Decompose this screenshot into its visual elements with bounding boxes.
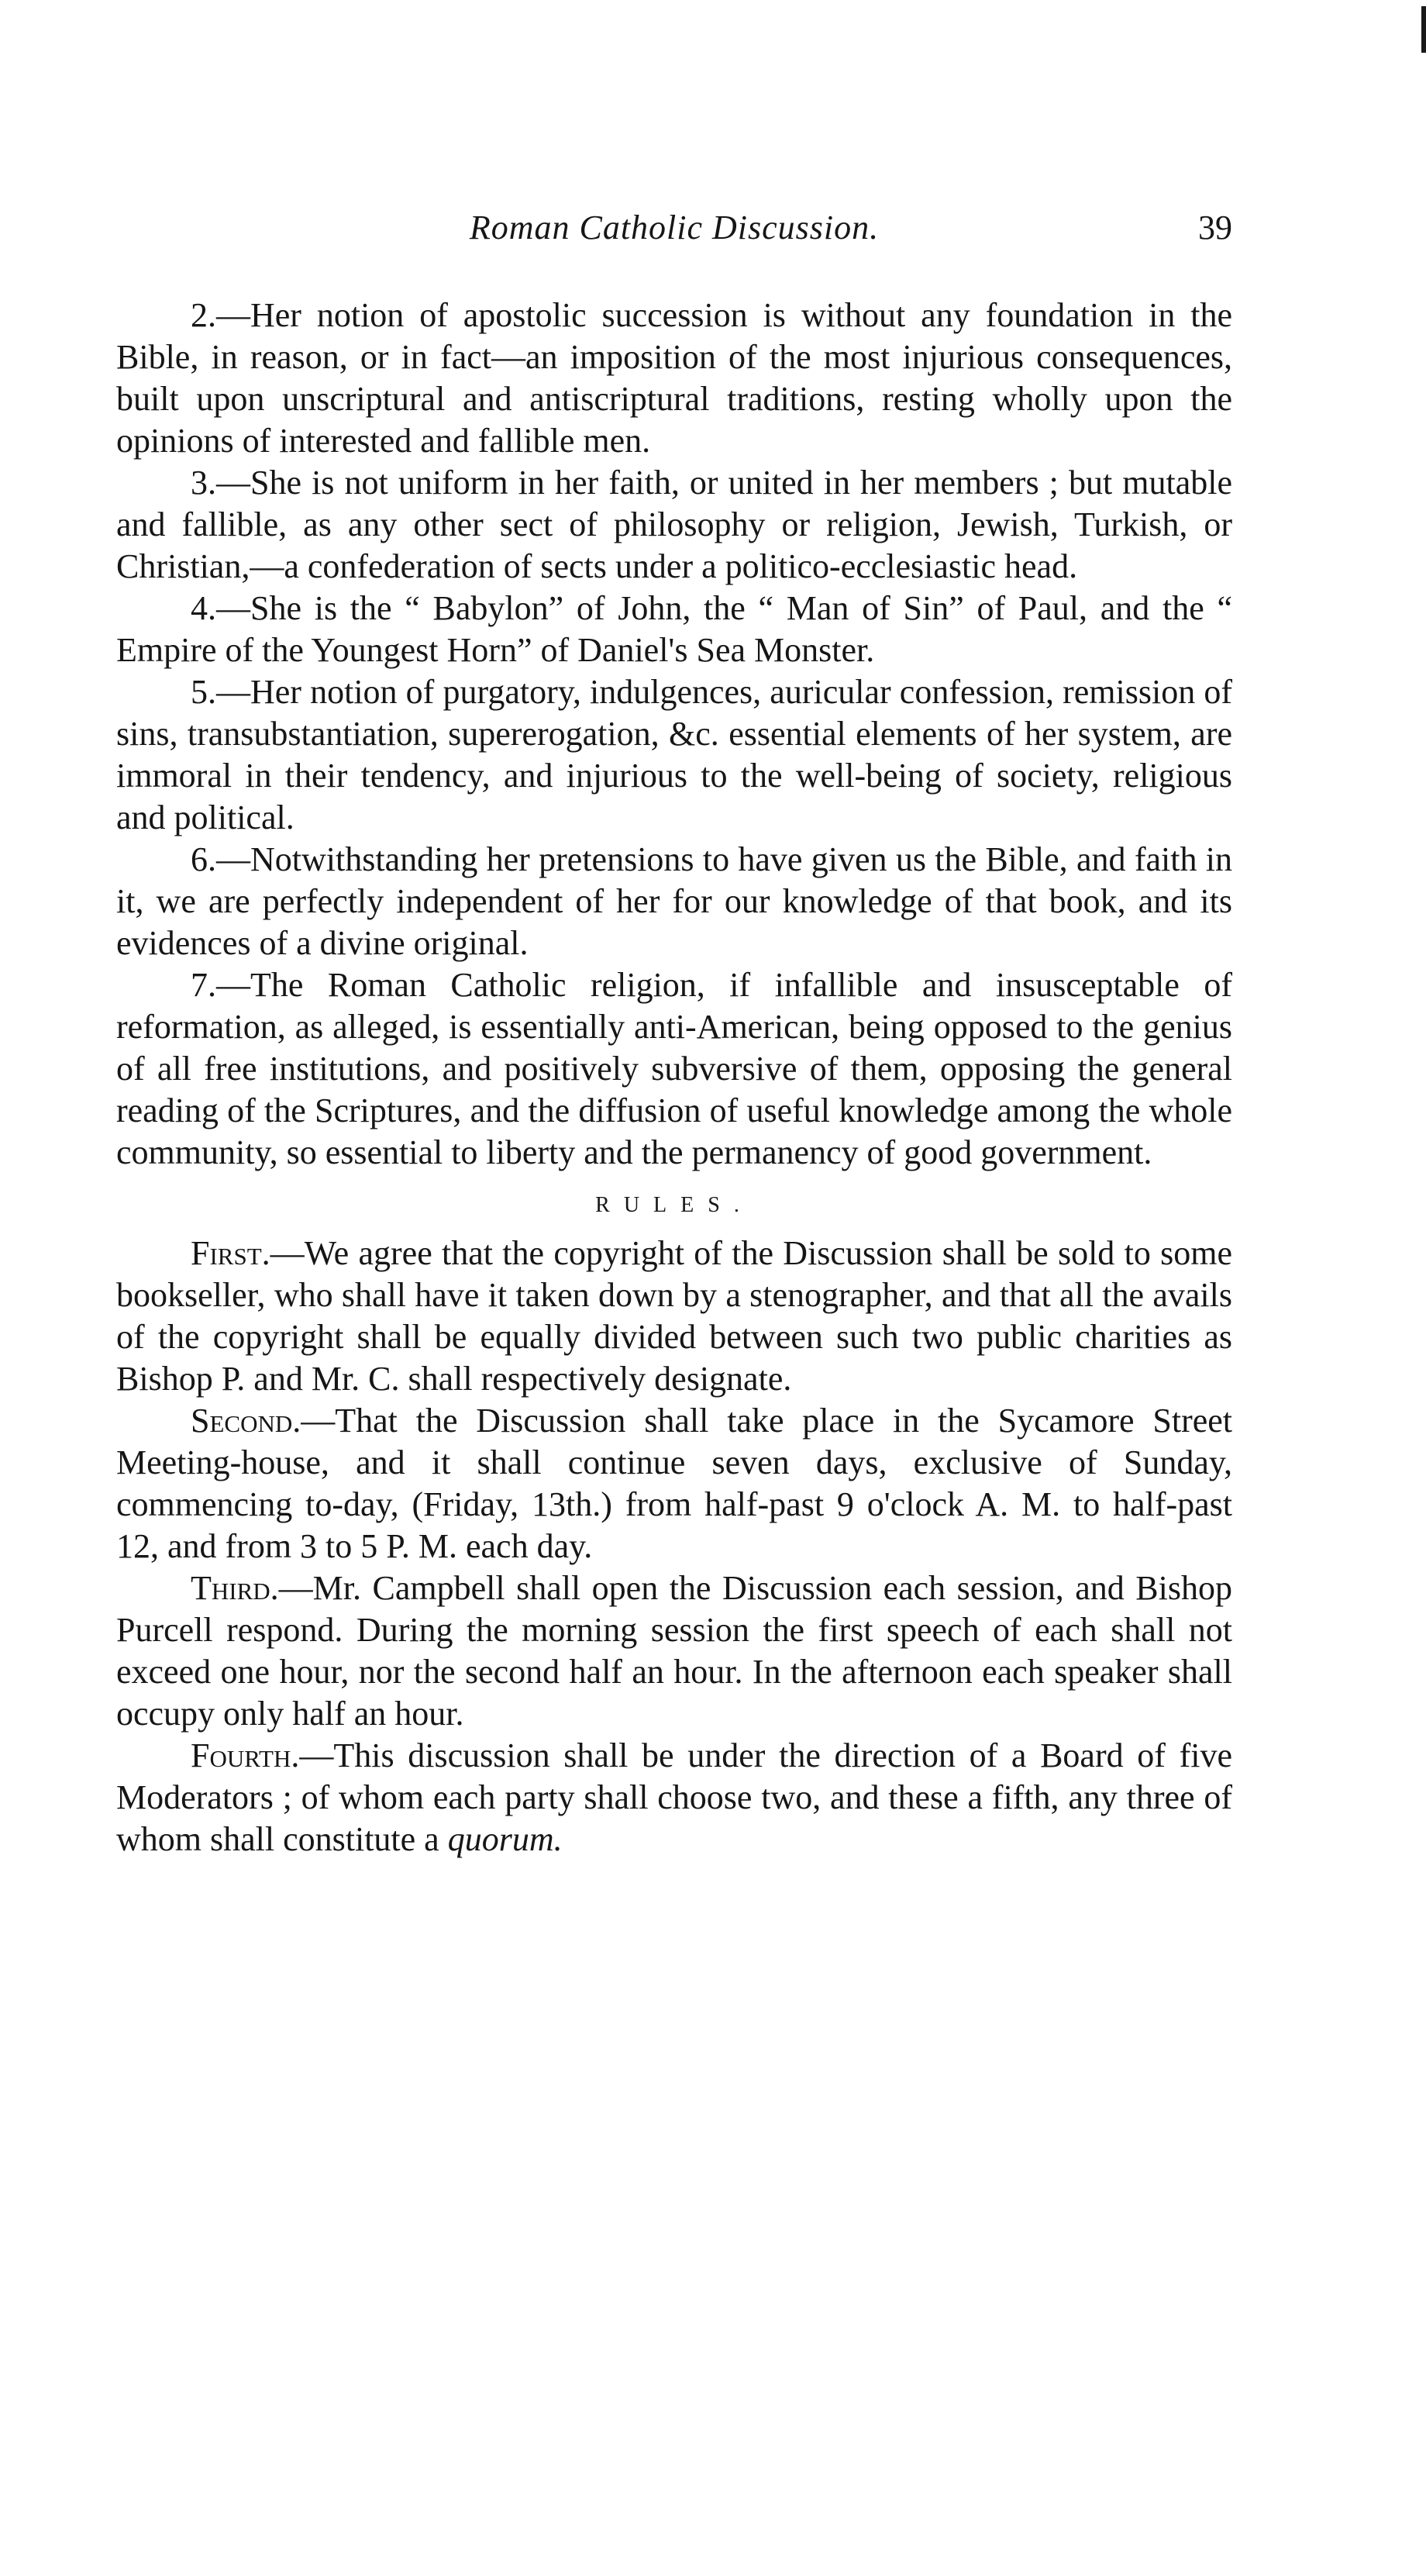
proposition-7: 7.—The Roman Catholic religion, if infallible and insusceptable of reformation, as alleged, is essentially anti-American, being opposed to the genius of all free institutions, and positively subversive of them, opposing the general reading of the Scriptures, and the diffusion of useful knowledge among the whole community, so essential to liberty and the permanency of good government.	[116, 966, 1232, 1171]
proposition-2: 2.—Her notion of apostolic succession is without any foundation in the Bible, in reason, or in fact—an imposition of the most injurious consequences, built upon unscriptural and antiscriptural traditions, resting wholly upon the opinions of interested and fallible men.	[116, 296, 1232, 460]
rule-second	[116, 1400, 1232, 1567]
page-number: 39	[1198, 209, 1232, 247]
rule-first	[116, 1233, 1232, 1400]
rule-lead: First.	[191, 1234, 270, 1272]
rule-fourth	[116, 1735, 1232, 1860]
rule-text: —Mr. Campbell shall open the Discussion each session, and Bishop Purcell respond. During the morning session the first speech of each shall not exceed one hour, nor the second half an hour. In the afternoon each speaker shall occupy only half an hour.	[116, 1569, 1232, 1733]
page-edge-mark	[1421, 6, 1426, 53]
rule-italic-word: quorum.	[447, 1820, 563, 1858]
proposition-5: 5.—Her notion of purgatory, indulgences, auricular confession, remission of sins, transubstantiation, supererogation, &c. essential elements of her system, are immoral in their tendency, and injurious to the well-being of society, religious and political.	[116, 673, 1232, 836]
rule-text: —This discussion shall be under the direction of a Board of five Moderators ; of whom each party shall choose two, and these a fifth, any three of whom shall constitute a	[116, 1736, 1232, 1858]
rule-lead: Third.	[191, 1569, 279, 1607]
rules-heading: RULES.	[595, 1193, 753, 1217]
proposition-4: 4.—She is the “ Babylon” of John, the “ Man of Sin” of Paul, and the “ Empire of the Youngest Horn” of Daniel's Sea Monster.	[116, 589, 1232, 669]
page-header	[116, 208, 1232, 254]
body-text	[116, 295, 1232, 1860]
rule-text: —We agree that the copyright of the Discussion shall be sold to some bookseller, who shall have it taken down by a stenographer, and that all the avails of the copyright shall be equally divided between such two public charities as Bishop P. and Mr. C. shall respectively designate.	[116, 1234, 1232, 1398]
rule-lead: Fourth.	[191, 1736, 300, 1774]
proposition-6: 6.—Notwithstanding her pretensions to have given us the Bible, and faith in it, we are perfectly independent of her for our knowledge of that book, and its evidences of a divine original.	[116, 840, 1232, 962]
rule-text: —That the Discussion shall take place in the Sycamore Street Meeting-house, and it shall continue seven days, exclusive of Sunday, commencing to-day, (Friday, 13th.) from half-past 9 o'clock A. M. to half-past 12, and from 3 to 5 P. M. each day.	[116, 1402, 1232, 1565]
rule-third	[116, 1567, 1232, 1735]
proposition-3: 3.—She is not uniform in her faith, or united in her members ; but mutable and fallible, as any other sect of philosophy or religion, Jewish, Turkish, or Christian,—a confederation of sects under a politico-ecclesiastic head.	[116, 464, 1232, 585]
rule-lead: Second.	[191, 1402, 301, 1440]
running-title: Roman Catholic Discussion.	[469, 209, 880, 247]
